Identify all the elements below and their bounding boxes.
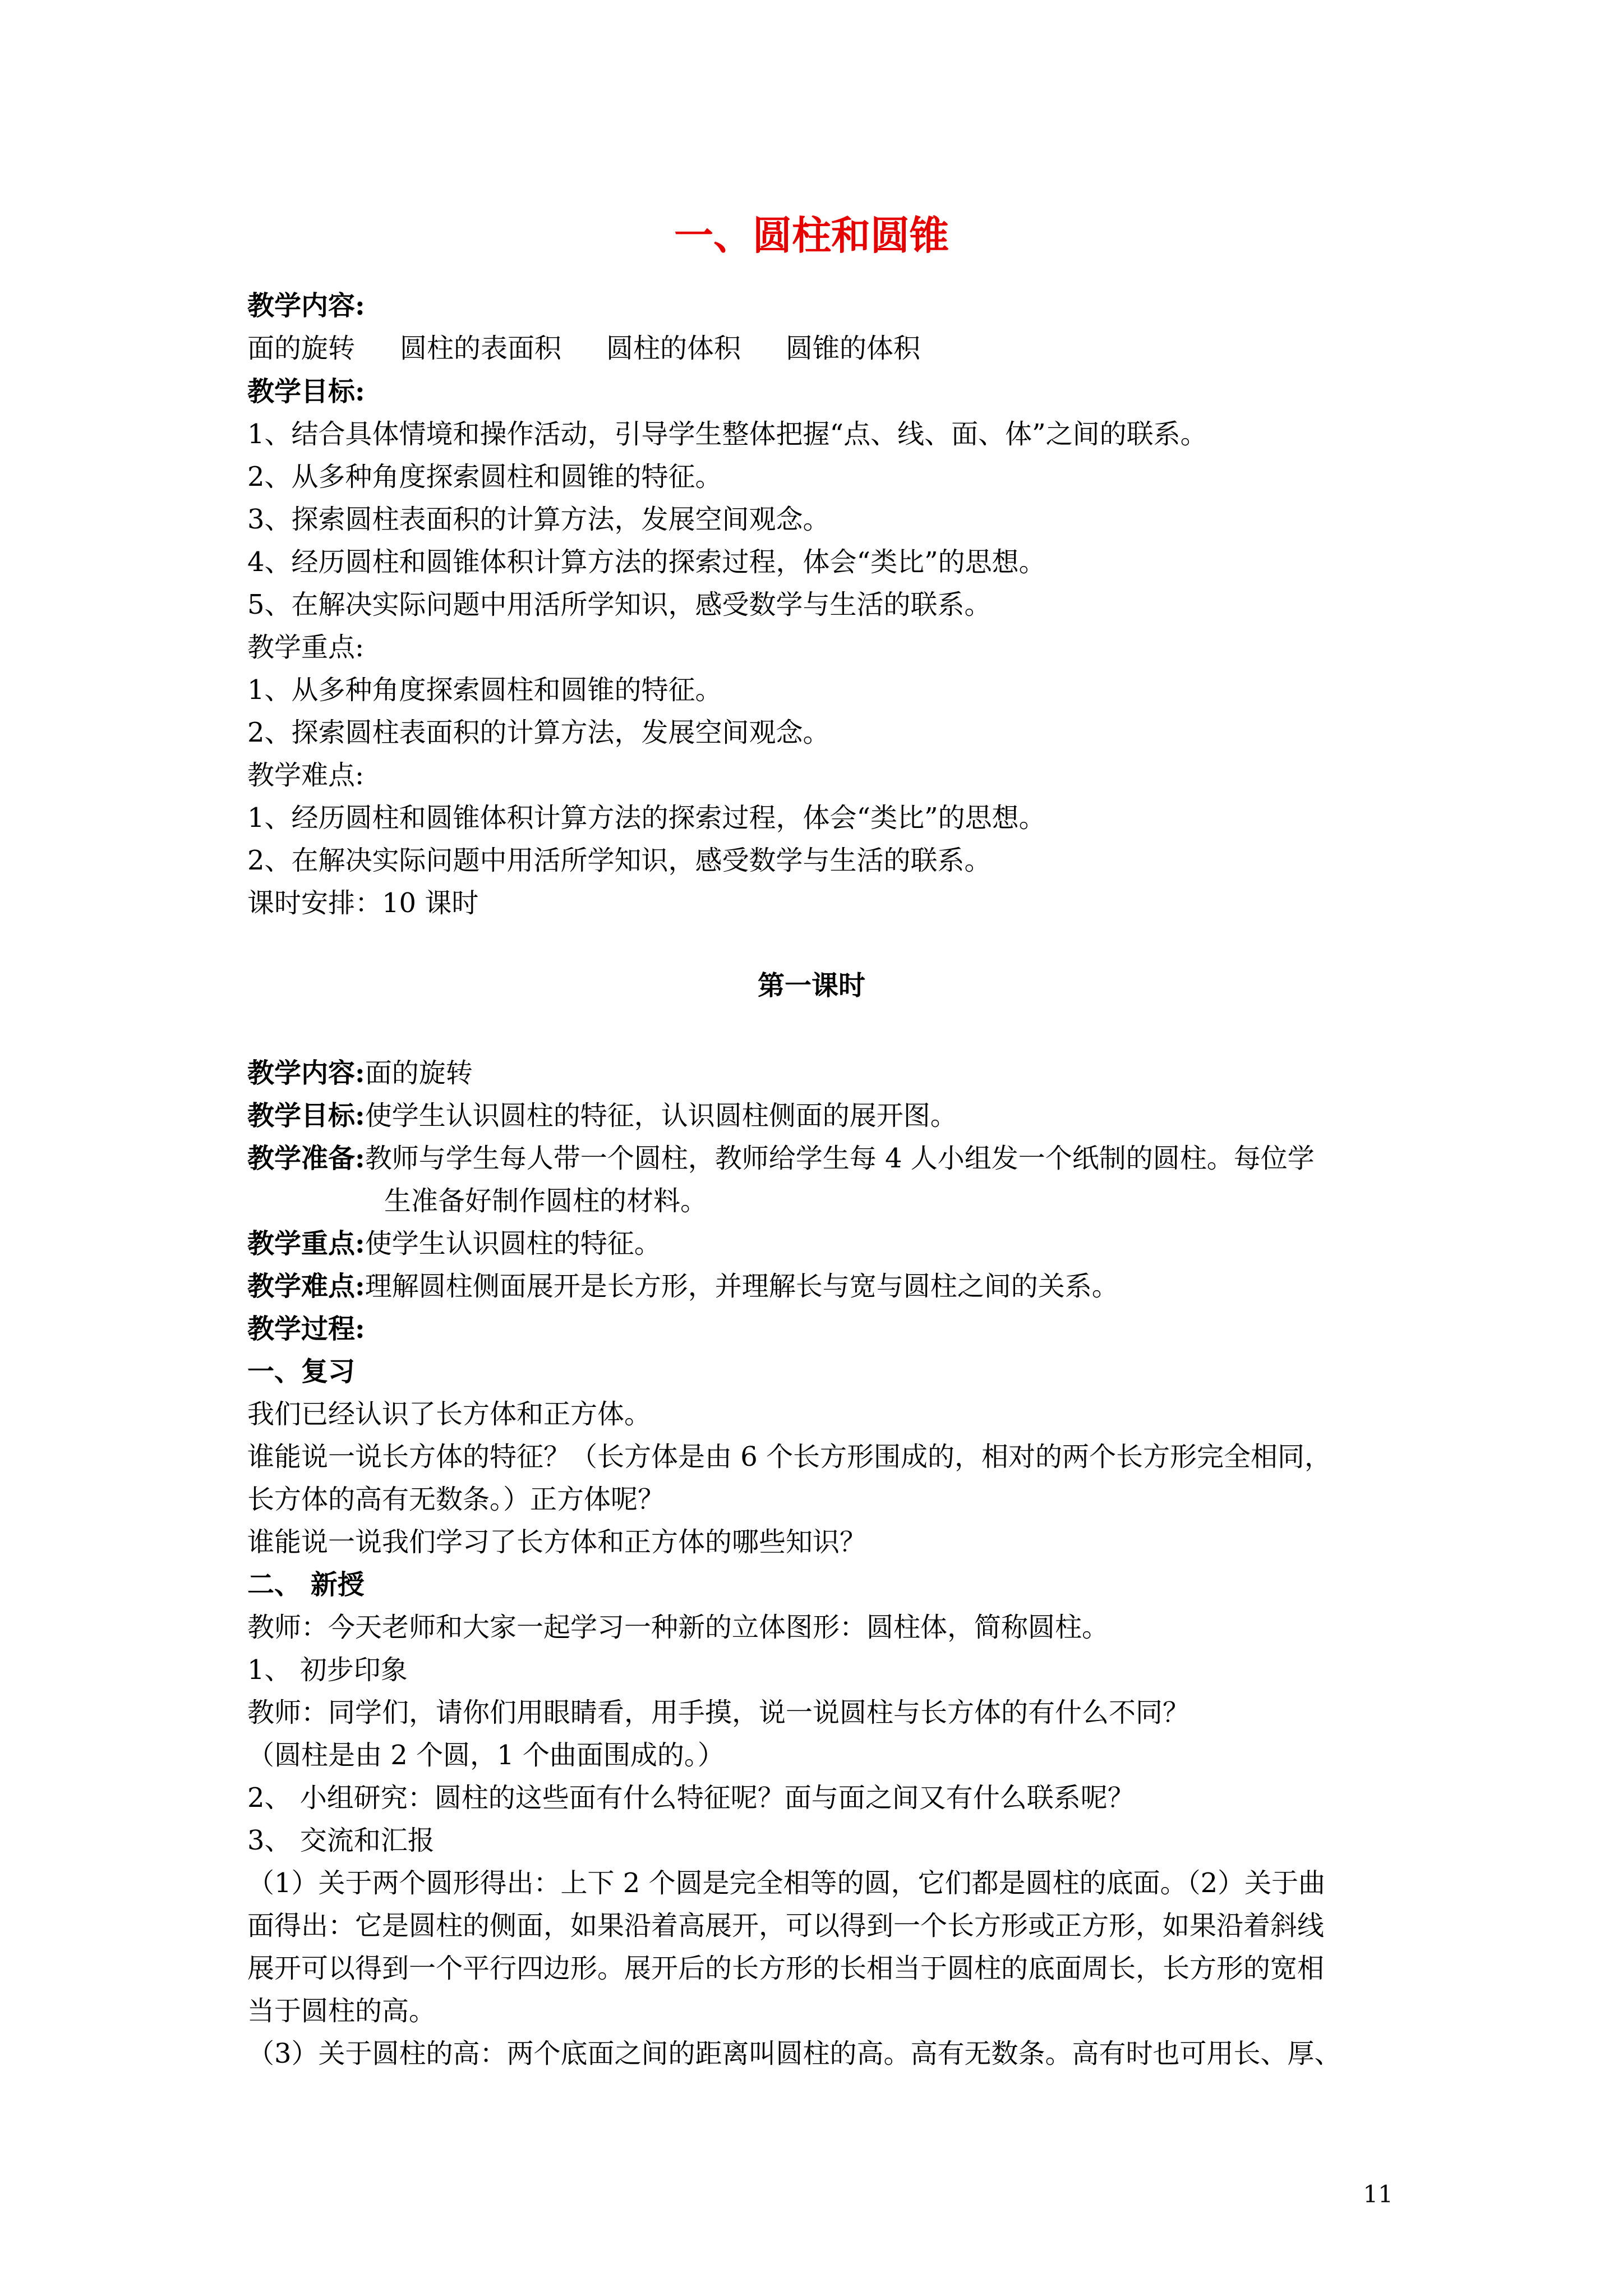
lesson-content (247, 1056, 1397, 1090)
lesson-difficult-label: 教学难点: (247, 1271, 365, 1302)
lesson-prep-text: 教师与学生每人带一个圆柱，教师给学生每 4 人小组发一个纸制的圆柱。每位学 (365, 1143, 1315, 1174)
new-line: 2、 小组研究：圆柱的这些面有什么特征呢？面与面之间又有什么联系呢？ (247, 1782, 1135, 1814)
lesson-key-text: 使学生认识圆柱的特征。 (365, 1228, 661, 1259)
new-line: 当于圆柱的高。 (247, 1995, 436, 2027)
lesson-heading: 第一课时 (757, 970, 865, 1001)
content-item: 圆柱的表面积 (400, 333, 562, 364)
goals-label: 教学目标: (247, 376, 365, 407)
difficult-label: 教学难点: (247, 760, 365, 791)
content-item: 圆柱的体积 (606, 333, 741, 364)
key-point: 1、从多种角度探索圆柱和圆锥的特征。 (247, 674, 722, 706)
new-line: 面得出：它是圆柱的侧面，如果沿着高展开，可以得到一个长方形或正方形，如果沿着斜线 (247, 1910, 1325, 1941)
new-line: 教师：今天老师和大家一起学习一种新的立体图形：圆柱体，简称圆柱。 (247, 1612, 1109, 1643)
new-line: （1）关于两个圆形得出：上下 2 个圆是完全相等的圆，它们都是圆柱的底面。（2）关于曲 (247, 1867, 1326, 1899)
content-label: 教学内容: (247, 290, 365, 321)
key-point: 2、探索圆柱表面积的计算方法，发展空间观念。 (247, 717, 830, 748)
lesson-key-label: 教学重点: (247, 1228, 365, 1259)
lesson-goal (247, 1099, 1397, 1133)
review-line: 长方体的高有无数条。）正方体呢？ (247, 1484, 665, 1515)
content-item: 圆锥的体积 (786, 333, 921, 364)
review-line: 谁能说一说我们学习了长方体和正方体的哪些知识？ (247, 1526, 867, 1558)
schedule: 课时安排：10 课时 (247, 887, 479, 919)
review-line: 我们已经认识了长方体和正方体。 (247, 1398, 652, 1430)
new-line: 展开可以得到一个平行四边形。展开后的长方形的长相当于圆柱的底面周长，长方形的宽相 (247, 1953, 1325, 1984)
review-heading: 一、复习 (247, 1356, 356, 1387)
new-line: （3）关于圆柱的高：两个底面之间的距离叫圆柱的高。高有无数条。高有时也可用长、厚、 (247, 2038, 1341, 2069)
lesson-difficult (247, 1269, 1397, 1303)
new-line: （圆柱是由 2 个圆，1 个曲面围成的。） (247, 1740, 725, 1771)
goal-item: 2、从多种角度探索圆柱和圆锥的特征。 (247, 461, 722, 493)
new-line: 3、 交流和汇报 (247, 1825, 435, 1856)
lesson-difficult-text: 理解圆柱侧面展开是长方形，并理解长与宽与圆柱之间的关系。 (365, 1271, 1119, 1302)
difficult-point: 2、在解决实际问题中用活所学知识，感受数学与生活的联系。 (247, 845, 992, 876)
new-heading: 二、 新授 (247, 1569, 365, 1600)
review-line: 谁能说一说长方体的特征？（长方体是由 6 个长方形围成的，相对的两个长方形完全相同， (247, 1441, 1332, 1473)
lesson-prep (247, 1142, 1397, 1175)
chapter-title: 一、圆柱和圆锥 (674, 212, 949, 259)
difficult-point: 1、经历圆柱和圆锥体积计算方法的探索过程，体会“类比”的思想。 (247, 802, 1046, 834)
lesson-content-label: 教学内容: (247, 1057, 365, 1089)
goal-item: 5、在解决实际问题中用活所学知识，感受数学与生活的联系。 (247, 589, 992, 620)
new-line: 1、 初步印象 (247, 1654, 408, 1686)
goal-item: 4、经历圆柱和圆锥体积计算方法的探索过程，体会“类比”的思想。 (247, 546, 1046, 578)
goal-item: 3、探索圆柱表面积的计算方法，发展空间观念。 (247, 504, 830, 535)
key-label: 教学重点: (247, 632, 365, 663)
content-item: 面的旋转 (247, 333, 356, 364)
lesson-prep-label: 教学准备: (247, 1143, 365, 1174)
lesson-prep-continued: 生准备好制作圆柱的材料。 (384, 1185, 708, 1217)
lesson-content-text: 面的旋转 (365, 1057, 473, 1089)
content-items (247, 332, 1397, 365)
lesson-goal-text: 使学生认识圆柱的特征，认识圆柱侧面的展开图。 (365, 1100, 957, 1131)
new-line: 教师：同学们，请你们用眼睛看，用手摸，说一说圆柱与长方体的有什么不同？ (247, 1697, 1190, 1728)
process-label: 教学过程: (247, 1313, 365, 1345)
goal-item: 1、结合具体情境和操作活动，引导学生整体把握“点、线、面、体”之间的联系。 (247, 418, 1207, 450)
page-number: 11 (1363, 2180, 1393, 2208)
lesson-goal-label: 教学目标: (247, 1100, 365, 1131)
lesson-key (247, 1227, 1397, 1260)
